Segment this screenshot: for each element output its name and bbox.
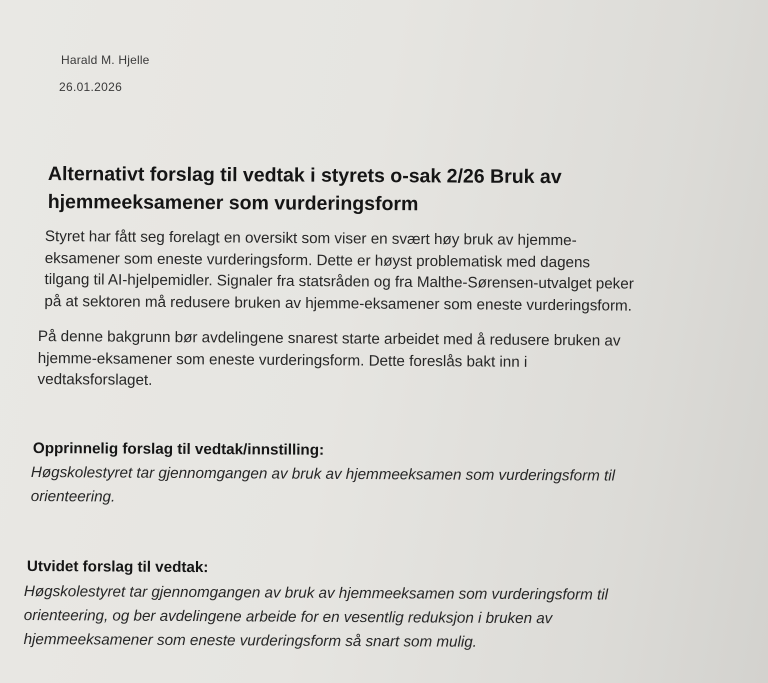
document-date: 26.01.2026 — [59, 80, 123, 94]
paragraph-line: på at sektoren må redusere bruken av hjemme-eksamener som eneste vurderingsform. — [44, 292, 632, 315]
background-paragraph — [44, 226, 713, 317]
extended-proposal-heading: Utvidet forslag til vedtak: — [26, 558, 209, 577]
proposal-line: orienteering. — [30, 487, 116, 506]
paragraph-line: vedtaksforslaget. — [37, 370, 153, 389]
original-proposal-text — [31, 461, 731, 513]
rationale-paragraph — [37, 326, 717, 396]
paragraph-line: eksamener som eneste vurderingsform. Dette er høyst problematisk med dagens — [44, 249, 591, 271]
paragraph-line: hjemme-eksamener som eneste vurderingsform. Dette foreslås bakt inn i — [37, 349, 528, 371]
title-line: hjemmeeksamener som vurderingsform — [47, 190, 419, 216]
paragraph-line: tilgang til AI-hjelpemidler. Signaler fra statsråden og fra Malthe-Sørensen-utvalget peker — [44, 270, 634, 293]
proposal-line: orienteering, og ber avdelingene arbeide for en vesentlig reduksjon i bruken av — [23, 606, 553, 628]
author-name: Harald M. Hjelle — [61, 53, 150, 67]
proposal-line: Høgskolestyret tar gjennomgangen av bruk av hjemmeeksamen som vurderingsform til — [30, 463, 616, 485]
document-title — [48, 160, 688, 220]
original-proposal-heading: Opprinnelig forslag til vedtak/innstilling: — [32, 440, 325, 459]
paragraph-line: Styret har fått seg forelagt en oversikt som viser en svært høy bruk av hjemme- — [44, 227, 577, 250]
title-line: Alternativt forslag til vedtak i styrets o-sak 2/26 Bruk av — [47, 162, 562, 189]
proposal-line: hjemmeeksamener som eneste vurderingsform så snart som mulig. — [23, 630, 477, 651]
proposal-line: Høgskolestyret tar gjennomgangen av bruk av hjemmeeksamen som vurderingsform til — [23, 582, 609, 604]
extended-proposal-text — [24, 580, 744, 656]
paragraph-line: På denne bakgrunn bør avdelingene snarest starte arbeidet med å redusere bruken av — [37, 327, 621, 350]
